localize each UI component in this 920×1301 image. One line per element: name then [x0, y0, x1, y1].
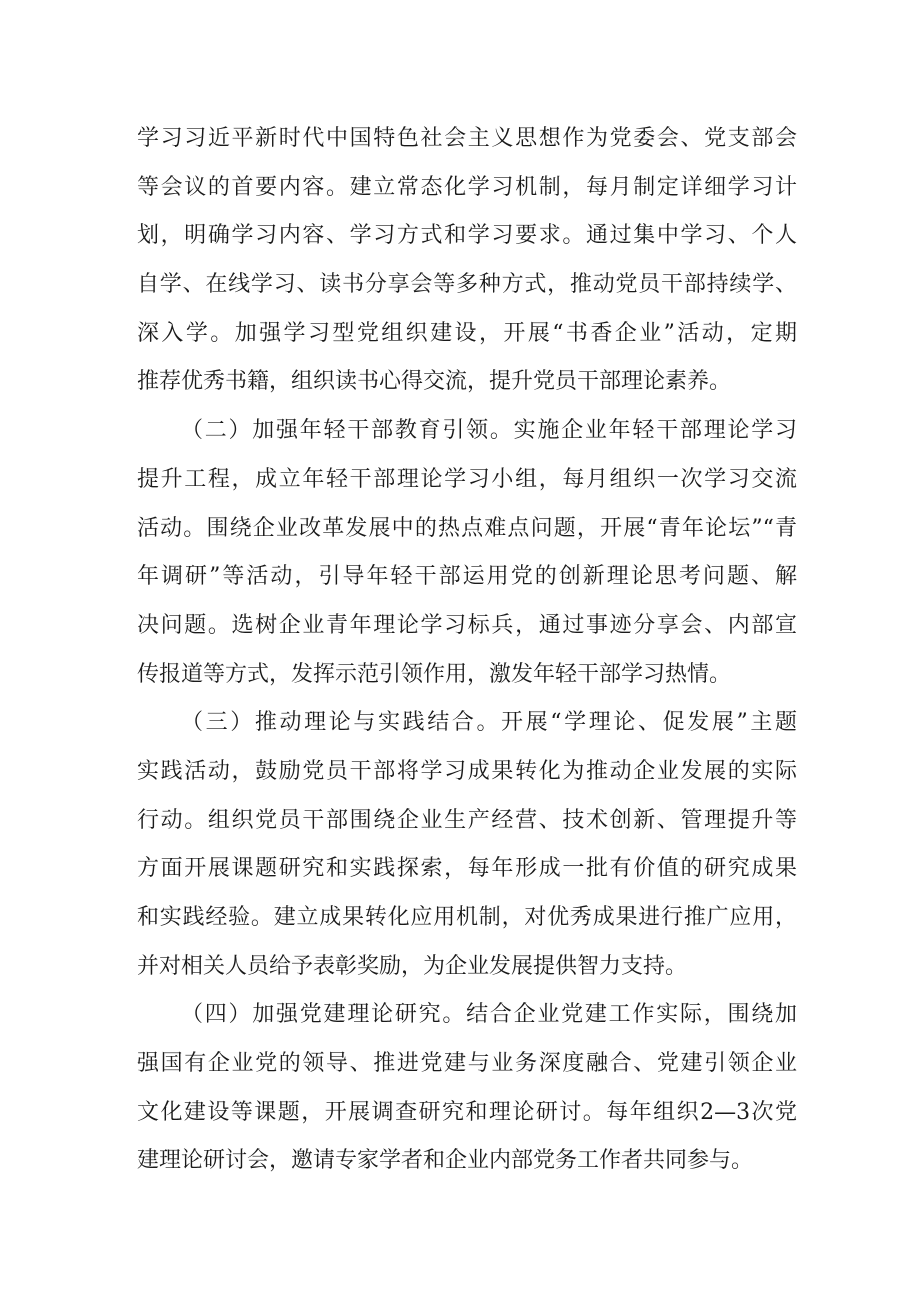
text-line: 决问题。选树企业青年理论学习标兵，通过事迹分享会、内部宣 — [137, 612, 797, 638]
text-line: 实践活动，鼓励党员干部将学习成果转化为推动企业发展的实际 — [137, 758, 797, 784]
text-line: 推荐优秀书籍，组织读书心得交流，提升党员干部理论素养。 — [137, 369, 732, 395]
text-line: 划，明确学习内容、学习方式和学习要求。通过集中学习、个人 — [137, 223, 797, 249]
text-line: 强国有企业党的领导、推进党建与业务深度融合、党建引领企业 — [137, 1051, 797, 1077]
text-line: 深入学。加强学习型党组织建设，开展“书香企业”活动，定期 — [137, 320, 797, 346]
paragraph-heading-line: （三）推动理论与实践结合。开展“学理论、促发展”主题 — [181, 710, 797, 736]
document-body — [137, 115, 797, 1186]
text-line: 方面开展课题研究和实践探索，每年形成一批有价值的研究成果 — [137, 856, 797, 882]
text-line: 学习习近平新时代中国特色社会主义思想作为党委会、党支部会 — [137, 126, 797, 151]
text-line: 年调研”等活动，引导年轻干部运用党的创新理论思考问题、解 — [137, 564, 797, 590]
text-line: 传报道等方式，发挥示范引领作用，激发年轻干部学习热情。 — [137, 661, 732, 687]
text-line: 自学、在线学习、读书分享会等多种方式，推动党员干部持续学、 — [137, 272, 797, 298]
paragraph-heading-line: （二）加强年轻干部教育引领。实施企业年轻干部理论学习 — [181, 418, 797, 444]
text-line: 活动。围绕企业改革发展中的热点难点问题，开展“青年论坛”“青 — [137, 515, 797, 541]
paragraph-heading-line: （四）加强党建理论研究。结合企业党建工作实际，围绕加 — [181, 1002, 797, 1028]
text-line: 和实践经验。建立成果转化应用机制，对优秀成果进行推广应用， — [137, 905, 797, 930]
text-line: 提升工程，成立年轻干部理论学习小组，每月组织一次学习交流 — [137, 466, 797, 492]
text-line: 行动。组织党员干部围绕企业生产经营、技术创新、管理提升等 — [137, 807, 797, 833]
text-line: 文化建设等课题，开展调查研究和理论研讨。每年组织2—3次党 — [137, 1099, 797, 1125]
text-line: 等会议的首要内容。建立常态化学习机制，每月制定详细学习计 — [137, 174, 797, 200]
text-line: 并对相关人员给予表彰奖励，为企业发展提供智力支持。 — [137, 953, 688, 979]
text-line: 建理论研讨会，邀请专家学者和企业内部党务工作者共同参与。 — [137, 1148, 754, 1174]
